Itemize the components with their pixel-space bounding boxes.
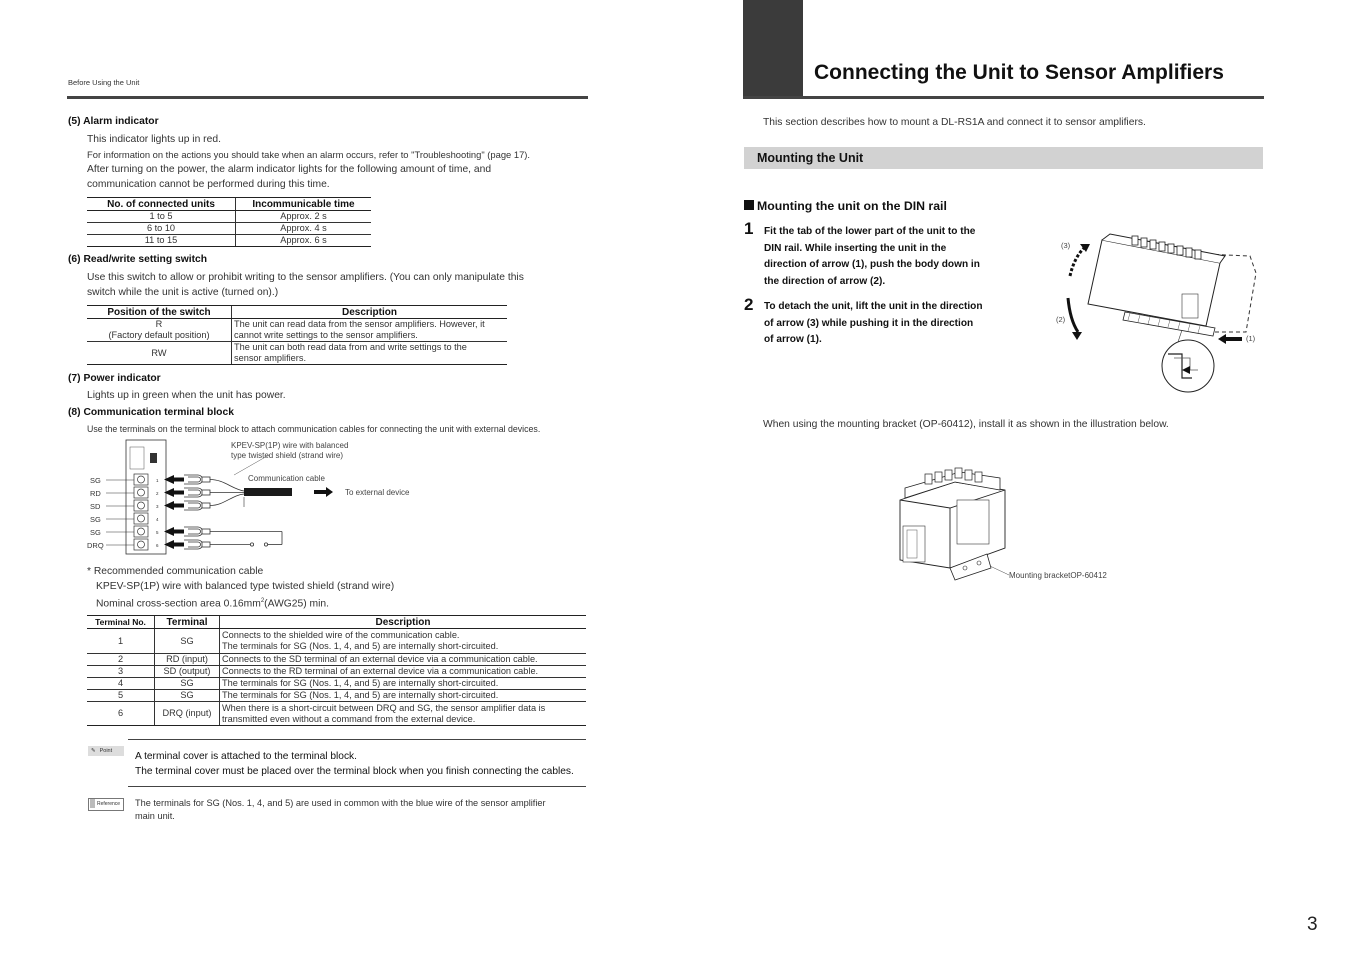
point-badge: ✎ Point (88, 746, 124, 756)
table-row: RW The unit can both read data from and write settings to the sensor amplifiers. (87, 342, 507, 365)
terminal-label: SG (90, 528, 101, 537)
svg-text:4: 4 (156, 517, 159, 522)
terminal-label: SG (90, 476, 101, 485)
arrow-label-1: (1) (1246, 334, 1256, 343)
table-row: 11 to 15 Approx. 6 s (87, 235, 371, 247)
reference-badge: Reference (88, 798, 124, 811)
square-bullet-icon (744, 200, 754, 210)
svg-text:2: 2 (156, 491, 159, 496)
intro-text: This section describes how to mount a DL-RS1A and connect it to sensor amplifiers. (763, 117, 1146, 128)
header-rule (67, 96, 588, 99)
section-heading: Mounting the Unit (744, 147, 1263, 169)
step-1-number: 1 (744, 219, 754, 238)
title-rule (743, 96, 1264, 99)
wire-label-1: KPEV-SP(1P) wire with balanced (231, 441, 349, 450)
bracket-illustration (895, 456, 1135, 586)
cable-note: * Recommended communication cable KPEV-SP(1P) wire with balanced type twisted shield (strand wire) Nominal cross-section area $0.16mm^2(AWG25)$ min. (87, 566, 395, 610)
step-2-text: To detach the unit, lift the unit in the direction of arrow (3) while pushing it in the direction of arrow (1). (764, 301, 983, 346)
arrow-label-2: (2) (1056, 315, 1066, 324)
arrow-label-3: (3) (1061, 241, 1071, 250)
alarm-text: This indicator lights up in red. For information on the actions you should take when an alarm occurs, refer to "Troubleshooting" (page 17). After turning on the power, the alarm indicator lights for the following amount of time, and communication cannot be performed during this time. (87, 134, 531, 190)
alarm-heading: (5) Alarm indicator (68, 116, 159, 127)
step-1-text: Fit the tab of the lower part of the unit to the DIN rail. While inserting the unit in the direction of arrow (1), push the body down in the direction of arrow (2). (764, 226, 980, 288)
point-rule-bottom (128, 786, 586, 787)
terminal-label: DRQ (87, 541, 104, 550)
svg-text:6: 6 (156, 543, 159, 548)
page-title: Connecting the Unit to Sensor Amplifiers (814, 61, 1224, 84)
bracket-label: Mounting bracketOP-60412 (1009, 571, 1107, 580)
rw-heading: (6) Read/write setting switch (68, 254, 208, 265)
external-label: To external device (345, 488, 410, 497)
running-header: Before Using the Unit (68, 78, 140, 87)
point-text: A terminal cover is attached to the terminal block. The terminal cover must be placed over the terminal block when you finish connecting the cables. (135, 751, 574, 777)
terminal-label: SG (90, 515, 101, 524)
din-rail-illustration (1050, 228, 1265, 398)
bracket-text: When using the mounting bracket (OP-60412), install it as shown in the illustration below. (763, 419, 1169, 430)
book-icon (90, 799, 95, 808)
terminal-label: RD (90, 489, 101, 498)
step-2-number: 2 (744, 295, 754, 314)
terminal-table: Terminal No. Terminal Description 1 SG Connects to the shielded wire of the communication cable. The terminals for SG (Nos. 1, 4, and 5) are internally short-circuited. 2 RD (input) Connects to the SD terminal of an external device via a communication cable. 3 SD (output) Connects to the RD terminal of an external device via a communication cable. 4 SG The terminals for SG (Nos. 1, 4, and 5) are internally short-circuited. 5 SG The terminals for SG (Nos. 1, 4, and 5) are internally short-circuited. 6 DRQ (input) When there is a short-circuit between DRQ and SG, the sensor amplifier data is transmitted even without a command from the external device. (87, 615, 586, 726)
table-row: 4 SG The terminals for SG (Nos. 1, 4, and 5) are internally short-circuited. (87, 678, 586, 690)
comm-text: Use the terminals on the terminal block to attach communication cables for connecting the unit with external devices. (87, 424, 541, 434)
power-heading: (7) Power indicator (68, 373, 161, 384)
reference-text: The terminals for SG (Nos. 1, 4, and 5) are used in common with the blue wire of the sensor amplifier main unit. (135, 798, 546, 821)
table-row: 1 to 5 Approx. 2 s (87, 211, 371, 223)
title-tab (743, 0, 803, 99)
rw-table: Position of the switch Description R (Factory default position) The unit can read data from the sensor amplifiers. However, it cannot write settings to the sensor amplifiers. RW The unit can both read data from and write settings to the sensor amplifiers. (87, 305, 507, 365)
svg-text:5: 5 (156, 530, 159, 535)
svg-text:1: 1 (156, 478, 159, 483)
table-row: 5 SG The terminals for SG (Nos. 1, 4, and 5) are internally short-circuited. (87, 690, 586, 702)
table-row: 3 SD (output) Connects to the RD terminal of an external device via a communication cable. (87, 666, 586, 678)
power-text: Lights up in green when the unit has power. (87, 390, 286, 401)
comm-heading: (8) Communication terminal block (68, 407, 234, 418)
alarm-table: No. of connected units Incommunicable time 1 to 5 Approx. 2 s 6 to 10 Approx. 4 s 11 to 15 Approx. 6 s (87, 197, 371, 247)
page-number: 3 (1307, 914, 1318, 935)
table-row: 1 SG Connects to the shielded wire of the communication cable. The terminals for SG (Nos. 1, 4, and 5) are internally short-circuited. (87, 629, 586, 654)
terminal-diagram (84, 437, 504, 557)
table-row: 6 to 10 Approx. 4 s (87, 223, 371, 235)
table-row: 6 DRQ (input) When there is a short-circuit between DRQ and SG, the sensor amplifier data is transmitted even without a command from the external device. (87, 702, 586, 726)
point-rule-top (128, 739, 586, 740)
cable-label: Communication cable (248, 474, 325, 483)
wire-label-2: type twisted shield (strand wire) (231, 451, 344, 460)
svg-text:3: 3 (156, 504, 159, 509)
terminal-label: SD (90, 502, 101, 511)
subsection-heading: Mounting the unit on the DIN rail (744, 199, 947, 213)
pencil-icon: ✎ (91, 748, 96, 754)
table-row: R (Factory default position) The unit can read data from the sensor amplifiers. However, it cannot write settings to the sensor amplifiers. (87, 319, 507, 342)
table-row: 2 RD (input) Connects to the SD terminal of an external device via a communication cable. (87, 654, 586, 666)
rw-text: Use this switch to allow or prohibit writing to the sensor amplifiers. (You can only manipulate this switch while the unit is active (turned on).) (87, 272, 524, 298)
